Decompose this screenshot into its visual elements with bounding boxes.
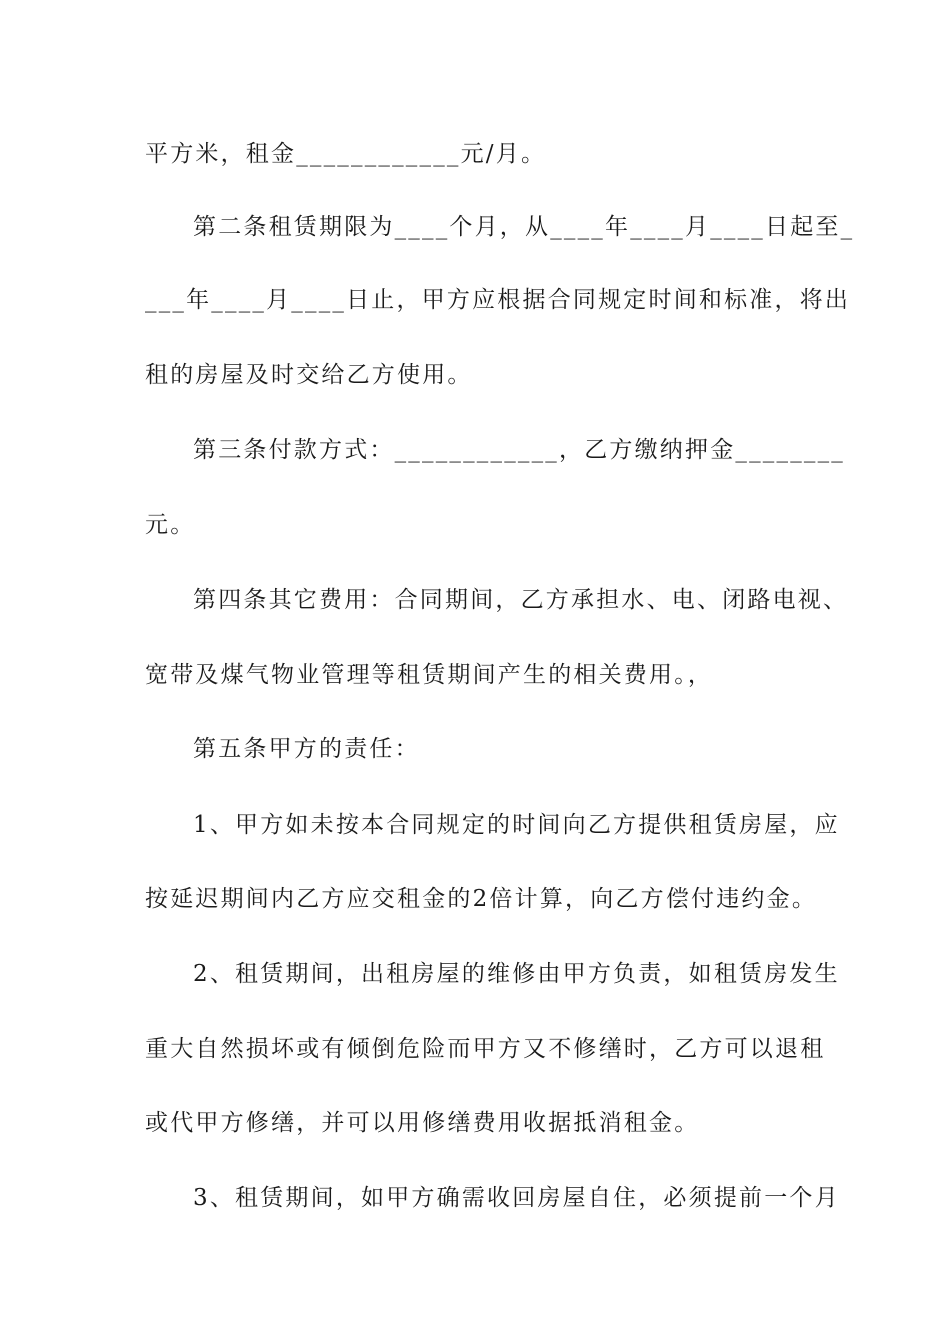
text-line-clause-1-cont: 按延迟期间内乙方应交租金的2倍计算，向乙方偿付违约金。 (145, 886, 818, 912)
text-line-article-3-cont: 元。 (145, 512, 196, 538)
text-line-article-2-cont-1: ___年____月____日止，甲方应根据合同规定时间和标准，将出 (145, 287, 851, 313)
text-line-clause-1: 1、甲方如未按本合同规定的时间向乙方提供租赁房屋，应 (193, 812, 840, 838)
text-line-article-4-cont: 宽带及煤气物业管理等租赁期间产生的相关费用。， (145, 662, 714, 688)
text-line-clause-2-cont-2: 或代甲方修缮，并可以用修缮费用收据抵消租金。 (145, 1110, 700, 1136)
text-line-article-4: 第四条其它费用：合同期间，乙方承担水、电、闭路电视、 (193, 587, 849, 613)
text-line-rent: 平方米，租金____________元/月。 (145, 141, 547, 167)
text-line-article-2: 第二条租赁期限为____个月，从____年____月____日起至_ (193, 214, 855, 240)
text-line-clause-3: 3、租赁期间，如甲方确需收回房屋自住，必须提前一个月 (193, 1185, 840, 1211)
text-line-article-2-cont-2: 租的房屋及时交给乙方使用。 (145, 362, 473, 388)
text-line-article-3: 第三条付款方式：____________，乙方缴纳押金________ (193, 437, 845, 463)
text-line-clause-2-cont-1: 重大自然损坏或有倾倒危险而甲方又不修缮时，乙方可以退租 (145, 1036, 826, 1062)
text-line-clause-2: 2、租赁期间，出租房屋的维修由甲方负责，如租赁房发生 (193, 961, 840, 987)
text-line-article-5: 第五条甲方的责任： (193, 736, 420, 762)
